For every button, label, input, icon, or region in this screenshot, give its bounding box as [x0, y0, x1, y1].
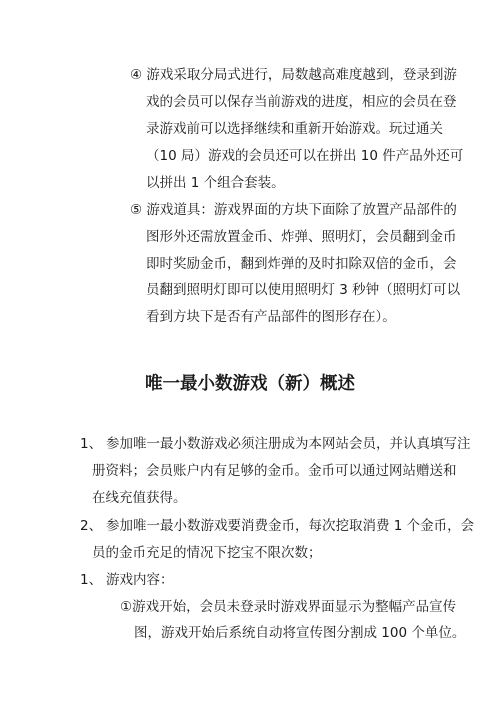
list-line: 在线充值获得。 — [92, 490, 187, 506]
item-5-line: 看到方块下是否有产品部件的图形存在）。 — [146, 309, 396, 325]
item-4-line: （10 局）游戏的会员还可以在拼出 10 件产品外还可 — [146, 148, 464, 164]
item-5-line: 即时奖励金币，翻到炸弹的及时扣除双倍的金币，会 — [146, 256, 457, 272]
list-line: 参加唯一最小数游戏要消费金币，每次挖取消费 1 个金币，会 — [106, 518, 475, 534]
item-4-line: 以拼出 1 个组合套装。 — [146, 175, 285, 191]
list-number: 2、 — [80, 518, 103, 534]
item-4-line: ④ 游戏采取分局式进行，局数越高难度越到，登录到游 — [130, 67, 457, 83]
item-5-line: 员翻到照明灯即可以使用照明灯 3 秒钟（照明灯可以 — [146, 282, 461, 298]
list-line: 游戏内容： — [106, 572, 174, 588]
item-4-line: 戏的会员可以保存当前游戏的进度，相应的会员在登 — [146, 94, 457, 110]
item-4-line: 录游戏前可以选择继续和重新开始游戏。玩过通关 — [146, 121, 443, 137]
sub-item-line: 图，游戏开始后系统自动将宣传图分割成 100 个单位。 — [134, 625, 466, 641]
sub-item-line: ①游戏开始，会员未登录时游戏界面显示为整幅产品宣传 — [120, 599, 457, 615]
list-number: 1、 — [80, 572, 103, 588]
section-heading: 唯一最小数游戏（新）概述 — [145, 374, 355, 394]
item-5-line: ⑤ 游戏道具：游戏界面的方块下面除了放置产品部件的 — [130, 202, 457, 218]
list-line: 册资料；会员账户内有足够的金币。金币可以通过网站赠送和 — [92, 463, 457, 479]
item-5-line: 图形外还需放置金币、炸弹、照明灯，会员翻到金币 — [146, 229, 457, 245]
list-line: 参加唯一最小数游戏必须注册成为本网站会员，并认真填写注 — [106, 436, 471, 452]
list-number: 1、 — [80, 436, 103, 452]
list-line: 员的金币充足的情况下挖宝不限次数； — [92, 545, 322, 561]
